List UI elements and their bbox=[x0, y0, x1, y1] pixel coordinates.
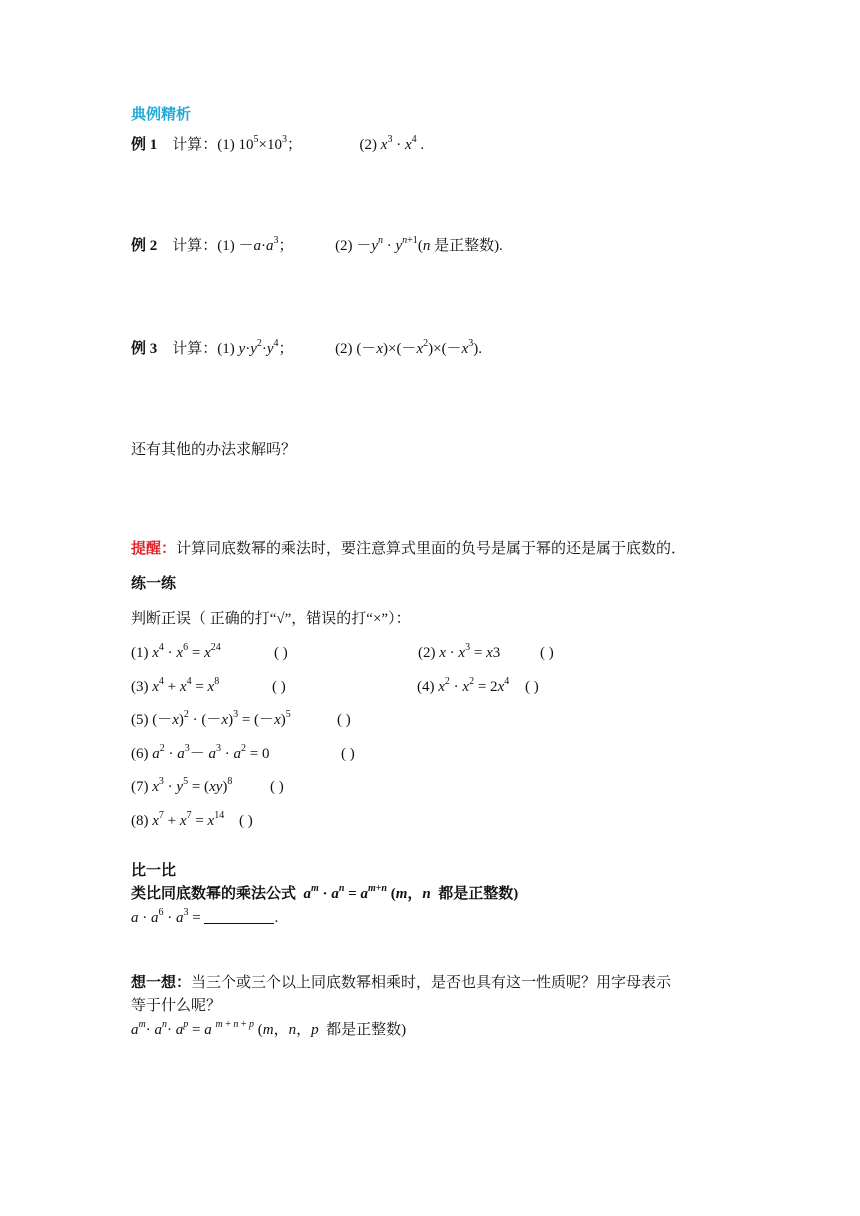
example-3-prompt: 计算： bbox=[172, 341, 218, 357]
answer-blank[interactable]: ( ) bbox=[239, 813, 253, 829]
item-2: (2) $x \cdot x^3 = x3$ bbox=[418, 642, 501, 661]
answer-blank[interactable]: ( ) bbox=[341, 746, 355, 762]
example-3-expr-1: $y\cdot y^2\cdot y^4$； bbox=[238, 338, 294, 357]
reminder bbox=[131, 540, 686, 558]
example-1-expr-1: $10^5\times 10^3$； bbox=[238, 134, 303, 153]
example-1-prompt: 计算： bbox=[172, 137, 218, 153]
general-formula: $a^m\cdot a^n\cdot a^p = a$ $^{m + n + p}$ (m，n，p 都是正整数) bbox=[131, 1019, 407, 1038]
item-5: (5) $(-x)^2 \cdot (-x)^3 = (-x)^5$ bbox=[131, 709, 291, 728]
example-2-expr-1: $-a\cdot a^3$； bbox=[238, 235, 294, 254]
example-3: 例 3 计算：(1) $y\cdot y^2\cdot y^4$； (2) $(-x)\times(-x^2)\times(-x^3)$. bbox=[131, 338, 482, 357]
analogy-text: 类比同底数幂的乘法公式 bbox=[131, 886, 297, 902]
think-line-1: 想一想：当三个或三个以上同底数幂相乘时，是否也具有这一性质呢？用字母表示 bbox=[131, 975, 672, 991]
item-7: (7) $x^3 \cdot y^5 = (xy)^8$ bbox=[131, 776, 233, 795]
item-8: (8) $x^7 + x^7 = x^{14}$ bbox=[131, 810, 225, 829]
item-1: (1) $x^4 \cdot x^6 = x^{24}$ bbox=[131, 642, 221, 661]
reminder-text: 计算同底数幂的乘法时，要注意算式里面的负号是属于幂的还是属于底数的． bbox=[176, 541, 687, 557]
judge-instruction: 判断正误（ 正确的打“√”，错误的打“×”）： bbox=[131, 611, 411, 627]
answer-blank[interactable]: ( ) bbox=[525, 679, 539, 695]
analogy-note: 都是正整数) bbox=[438, 886, 519, 902]
example-2: 例 2 计算：$(1) -a\cdot a^3$； $(2) -y^n \cdot y^{n+1}(n$ 是正整数). bbox=[131, 235, 503, 254]
item-3: (3) $x^4 + x^4 = x^8$ bbox=[131, 676, 220, 695]
practice-title: 练一练 bbox=[131, 576, 177, 592]
item-6: (6) $a^2 \cdot a^3- a^3 \cdot a^2 = 0$ bbox=[131, 743, 270, 762]
answer-blank[interactable]: ( ) bbox=[540, 645, 554, 661]
example-2-prompt: 计算： bbox=[172, 238, 218, 254]
example-1-expr-2: $x^3 \cdot x^4$ . bbox=[380, 134, 425, 153]
think-line-2: 等于什么呢？ bbox=[131, 998, 222, 1014]
example-3-expr-2: $(-x)\times(-x^2)\times(-x^3)$. bbox=[356, 338, 482, 357]
answer-blank[interactable]: ( ) bbox=[270, 779, 284, 795]
think-label: 想一想： bbox=[131, 975, 192, 991]
general-note: 都是正整数) bbox=[326, 1022, 407, 1038]
example-2-label: 例 2 bbox=[131, 238, 158, 254]
example-2-expr-2: $-y^n \cdot y^{n+1}(n$ bbox=[356, 235, 431, 254]
example-3-label: 例 3 bbox=[131, 341, 158, 357]
answer-blank-line[interactable] bbox=[204, 911, 274, 924]
analogy-formula: 类比同底数幂的乘法公式 $a^m \cdot a^n = a^{m+n}$ (m，n 都是正整数) bbox=[131, 883, 519, 902]
example-2-note: 是正整数). bbox=[434, 238, 503, 254]
alternative-question: 还有其他的办法求解吗？ bbox=[131, 442, 297, 458]
compare-title: 比一比 bbox=[131, 863, 177, 879]
example-1-label: 例 1 bbox=[131, 137, 158, 153]
reminder-label: 提醒： bbox=[131, 541, 177, 557]
fill-in-expression: $a \cdot a^6 \cdot a^3$ = . bbox=[131, 907, 279, 926]
answer-blank[interactable]: ( ) bbox=[274, 645, 288, 661]
item-4: (4) $x^2 \cdot x^2 = 2x^4$ bbox=[417, 676, 510, 695]
answer-blank[interactable]: ( ) bbox=[272, 679, 286, 695]
answer-blank[interactable]: ( ) bbox=[337, 712, 351, 728]
example-1: 例 1 计算：(1) $10^5\times 10^3$； (2) $x^3 \cdot x^4$ . bbox=[131, 134, 425, 153]
section-title: 典例精析 bbox=[131, 107, 192, 123]
